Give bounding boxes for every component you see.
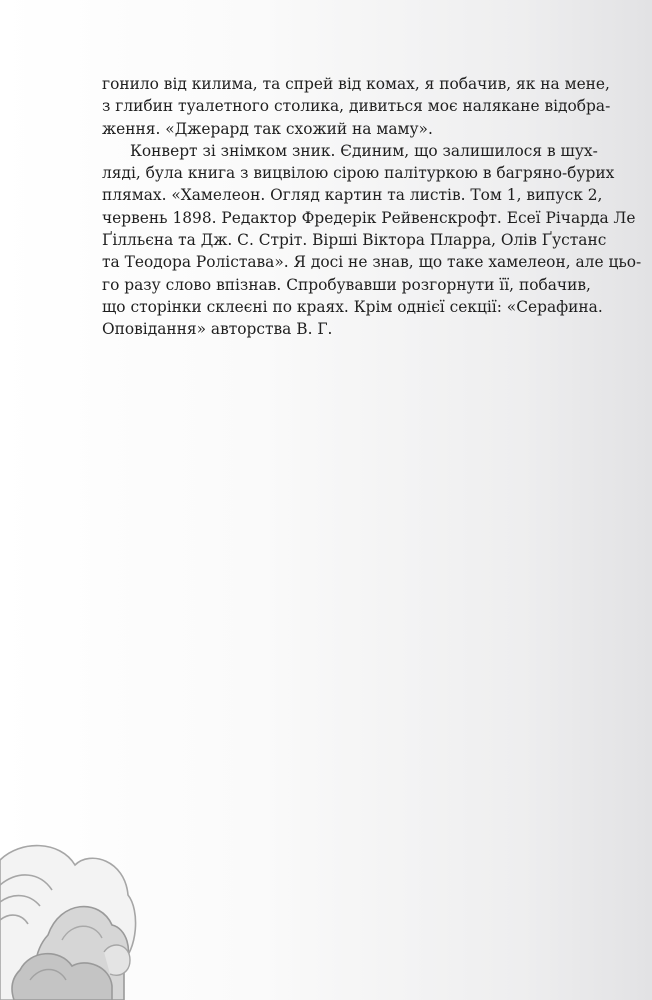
paragraph-1 <box>102 73 611 140</box>
text-line: го разу слово впізнав. Спробувавши розгорнути її, побачив, <box>102 275 591 294</box>
text-line: червень 1898. Редактор Фредерік Рейвенскрофт. Есеї Річарда Ле <box>102 208 636 227</box>
text-line: та Теодора Ролістава». Я досі не знав, що таке хамелеон, але цьо- <box>102 253 642 272</box>
text-line: ляді, була книга з вицвілою сірою палітуркою в багряно-бурих <box>102 164 615 183</box>
text-line: Оповідання» авторства В. Г. <box>102 320 333 339</box>
text-line: плямах. «Хамелеон. Огляд картин та листів. Том 1, випуск 2, <box>102 186 603 205</box>
paragraph-2 <box>102 140 642 341</box>
text-line: ження. «Джерард так схожий на маму». <box>102 119 433 138</box>
text-line: що сторінки склеєні по краях. Крім однієї секції: «Серафина. <box>102 297 603 316</box>
cloud-swirl-ornament-icon <box>0 840 140 1000</box>
page-text <box>102 73 642 341</box>
text-line: Конверт зі знімком зник. Єдиним, що залишилося в шух- <box>130 141 598 160</box>
text-line: з глибин туалетного столика, дивиться моє налякане відобра- <box>102 97 611 116</box>
text-line: Ґілльєна та Дж. С. Стріт. Вірші Віктора Пларра, Олів Ґустанс <box>102 231 607 250</box>
text-line: гонило від килима, та спрей від комах, я побачив, як на мене, <box>102 75 610 93</box>
